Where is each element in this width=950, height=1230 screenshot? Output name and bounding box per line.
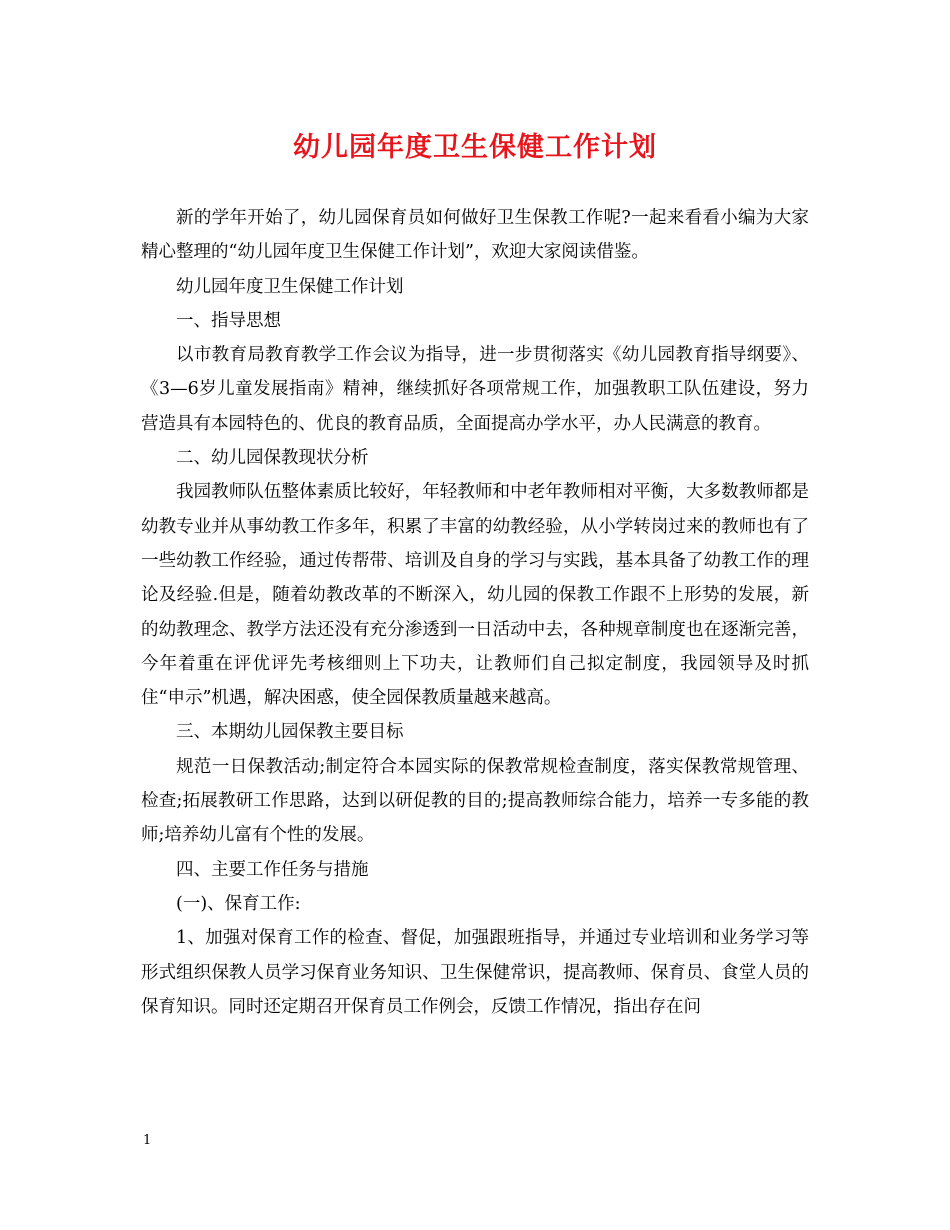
section-heading-status-analysis: 二、幼儿园保教现状分析 bbox=[176, 448, 369, 469]
status-analysis-paragraph: 我园教师队伍整体素质比较好，年轻教师和中老年教师相对平衡，大多数教师都是幼教专业并从事幼教工作多年，积累了丰富的幼教经验，从小学转岗过来的教师也有了一些幼教工作经验，通过传帮带、培训及自身的学习与实践，基本具备了幼教工作的理论及经验.但是，随着幼教改革的不断深入，幼儿园的保教工作跟不上形势的发展，新的幼教理念、教学方法还没有充分渗透到一日活动中去，各种规章制度也在逐渐完善，今年着重在评优评先考核细则上下功夫，让教师们自己拟定制度，我园领导及时抓住“申示”机遇，解决困惑，使全园保教质量越来越高。 bbox=[141, 482, 809, 709]
document-title: 幼儿园年度卫生保健工作计划 bbox=[293, 132, 657, 163]
section-heading-guiding-thought: 一、指导思想 bbox=[176, 310, 281, 331]
care-work-item-1: 1、加强对保育工作的检查、督促，加强跟班指导，并通过专业培训和业务学习等形式组织保教人员学习保育业务知识、卫生保健常识，提高教师、保育员、食堂人员的保育知识。同时还定期召开保育员工作例会，反馈工作情况，指出存在问 bbox=[141, 928, 809, 1017]
section-heading-tasks-measures: 四、主要工作任务与措施 bbox=[176, 859, 369, 880]
intro-paragraph: 新的学年开始了，幼儿园保育员如何做好卫生保教工作呢?一起来看看小编为大家精心整理的“幼儿园年度卫生保健工作计划”，欢迎大家阅读借鉴。 bbox=[141, 208, 809, 263]
subsection-heading-care-work: (一)、保育工作: bbox=[176, 893, 301, 914]
page-number: 1 bbox=[143, 1133, 152, 1148]
document-body bbox=[141, 201, 809, 1024]
plan-heading: 幼儿园年度卫生保健工作计划 bbox=[176, 276, 404, 297]
guiding-thought-paragraph: 以市教育局教育教学工作会议为指导，进一步贯彻落实《幼儿园教育指导纲要》、《3—6岁儿童发展指南》精神，继续抓好各项常规工作，加强教职工队伍建设，努力营造具有本园特色的、优良的教育品质，全面提高办学水平，办人民满意的教育。 bbox=[141, 345, 809, 434]
main-goals-paragraph: 规范一日保教活动;制定符合本园实际的保教常规检查制度，落实保教常规管理、检查;拓展教研工作思路，达到以研促教的目的;提高教师综合能力，培养一专多能的教师;培养幼儿富有个性的发展。 bbox=[141, 756, 809, 846]
section-heading-main-goals: 三、本期幼儿园保教主要目标 bbox=[176, 722, 404, 743]
